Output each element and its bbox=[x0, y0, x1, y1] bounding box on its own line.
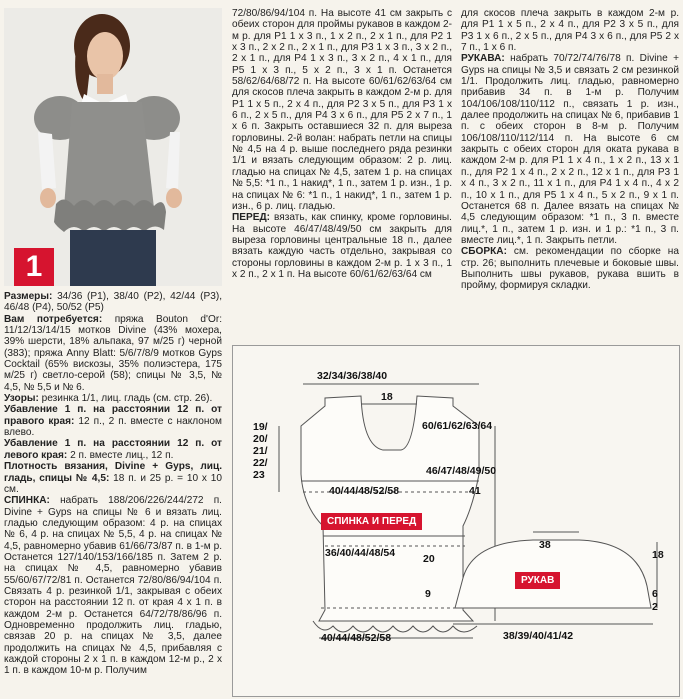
sleeve-height-label: 18 bbox=[652, 549, 664, 561]
sleeve-piece-label: РУКАВ bbox=[515, 572, 560, 589]
side-length-label: 20 bbox=[423, 553, 435, 565]
shoulder-height-label: 60/61/62/63/64 bbox=[422, 420, 493, 432]
waist-width-label: 36/40/44/48/54 bbox=[325, 547, 396, 559]
sleeve-bottom-label: 38/39/40/41/42 bbox=[503, 630, 574, 642]
sleeve-cuff-label: 6 bbox=[652, 588, 658, 600]
front-text: вязать, как спинку, кроме горловины. На высоте 46/47/48/49/50 см закрыть для выреза горловины центральные 18 п., далее вязать каждую часть отдельно, закрывая со стороны горловины в каждом 2-м р. 1 x 3 п., 1 x 2 п., 2 x 1 п. На высоте 60/61/62/63/64 см bbox=[232, 212, 452, 280]
armhole-height-label: 41 bbox=[469, 485, 481, 497]
text-column-3 bbox=[461, 8, 679, 292]
ruffle-height-label: 9 bbox=[425, 588, 431, 600]
pattern-number-badge: 1 bbox=[14, 248, 54, 286]
materials-text: пряжа Bouton d'Or: 11/12/13/14/15 мотков Divine (43% мохера, 39% шерсти, 18% альпака, 97 м/25 г) черной (383); пряжа Anny Blatt: 5/6/7/8/9 мотков Gyps Cocktail (65% вискозы, 35% полиэстера, 175 м/25 г) светло-серой (58); спицы № 3,5, № 4,5, № 5,5 и № 6. bbox=[4, 313, 222, 393]
body-piece-label: СПИНКА И ПЕРЕД bbox=[321, 513, 422, 530]
decrease-left-text: 2 п. вместе лиц., 12 п. bbox=[70, 449, 174, 461]
neck-width-label: 18 bbox=[381, 391, 393, 403]
decrease-right-label: Убавление 1 п. на расстоянии 12 п. от правого края: bbox=[4, 404, 222, 427]
gauge-text: 18 п. и 25 р. = 10 x 10 см. bbox=[4, 472, 222, 495]
neck-depth-label: 46/47/48/49/50 bbox=[426, 465, 497, 477]
back-label: СПИНКА: bbox=[4, 495, 50, 507]
front-label: ПЕРЕД: bbox=[232, 212, 271, 224]
text-column-1 bbox=[4, 291, 222, 677]
top-width-label: 32/34/36/38/40 bbox=[317, 370, 388, 382]
sleeve-rib-label: 2 bbox=[652, 601, 658, 613]
sleeve-top-label: 38 bbox=[539, 539, 551, 551]
front-continued-text: для скосов плеча закрыть в каждом 2-м р. для Р1 1 x 5 п., 2 x 4 п., для Р2 3 x 5 п., для Р3 1 x 6 п., 2 x 5 п., для Р4 3 x 6 п., для Р5 2 x 7 п., 1 x 6 п. bbox=[461, 8, 679, 54]
sleeves-text: набрать 70/72/74/76/78 п. Divine + Gyps на спицы № 3,5 и связать 2 см резинкой 1/1. Продолжить лиц. гладью, равномерно прибавив 34 п. в 1-м р. Получим 104/106/108/110/112 п., связать 1 р. изн., далее продолжить на спицах № 6, прибавив 1 п. с обеих сторон в 8-м р. Получим 106/108/110/112/114 п. На высоте 6 см закрыть с обеих сторон для оката рукава в каждом 2-м р. для Р1 1 x 4 п., 1 x 2 п., 13 x 1 п., для Р2 1 x 4 п., 2 x 2 п., 12 x 1 п., для Р3 1 x 4 п., 3 x 2 п., 11 x 1 п., для Р4 1 x 4 п., 4 x 2 п., 10 x 1 п., для Р5 1 x 4 п., 5 x 2 п., 9 x 1 п. Останется 68 п. Далее вязать на спицах № 4,5 следующим образом: *1 п., 3 п. вместе лиц.*, 1 п., затем 1 р. изн. и 1 р.: *1 п., 3 п. вместе лиц.*, 1 п. Закрыть петли. bbox=[461, 53, 679, 246]
decrease-right-text: 12 п., 2 п. вместе с наклоном влево. bbox=[4, 415, 222, 439]
assembly-text: см. рекомендации по сборке на стр. 26; выполнить плечевые и боковые швы. Выполнить швы рукавов, рукава вшить в пройму, формируя складки. bbox=[461, 246, 679, 292]
patterns-label: Узоры: bbox=[4, 393, 39, 405]
model-photo bbox=[4, 8, 222, 286]
assembly-label: СБОРКА: bbox=[461, 246, 507, 258]
back-continued-text: 72/80/86/94/104 п. На высоте 41 см закрыть с обеих сторон для проймы рукавов в каждом 2-м р. для Р1 1 x 3 п., 1 x 2 п., 2 x 1 п., для Р2 1 x 3 п., 2 x 2 п., 2 x 1 п., для Р3 1 x 3 п., 3 x 2 п., 2 x 1 п., для Р4 1 x 3 п., 3 x 2 п., 4 x 1 п., для Р5 1 x 3 п., 5 x 2 п., 3 x 1 п. Останется 58/62/64/68/72 п. На высоте 60/61/62/63/64 см для скосов плеча закрыть в каждом 2-м р. для Р1 1 x 5 п., 2 x 4 п., для Р2 3 x 5 п., для Р3 1 x 6 п., 2 x 5 п., для Р4 3 x 6 п., для Р5 2 x 7 п., 1 x 6 п. Закрыть оставшиеся 32 п. для выреза горловины. 2-й волан: набрать петли на спицы № 4,5 на 4 р. выше последнего ряда резинки 1/1 и вязать следующим образом: 2 р. лиц. гладью на спицах № 4,5, затем 1 р. на спицах № 5,5: *1 п., 1 накид*, 1 п., затем 1 р. изн., 1 р. на спицах № 6: *1 п., 1 накид*, 1 п., затем 1 р. изн., 6 р. лиц. гладью. bbox=[232, 8, 452, 212]
gauge-label: Плотность вязания, Divine + Gyps, лиц. гладь, спицы № 4,5: bbox=[4, 461, 222, 484]
sleeves-label: РУКАВА: bbox=[461, 53, 505, 65]
schematic-drawing bbox=[233, 346, 679, 696]
chest-width-label: 40/44/48/52/58 bbox=[329, 485, 400, 497]
bottom-width-label: 40/44/48/52/58 bbox=[321, 632, 392, 644]
model-illustration bbox=[4, 8, 222, 286]
materials-label: Вам потребуется: bbox=[4, 313, 103, 325]
armhole-depth-label: 19/ 20/ 21/ 22/ 23 bbox=[253, 421, 268, 481]
decrease-left-label: Убавление 1 п. на расстоянии 12 п. от левого края: bbox=[4, 438, 222, 461]
sizes-label: Размеры: bbox=[4, 291, 53, 302]
schematic-diagram bbox=[232, 345, 680, 697]
back-text: набрать 188/206/226/244/272 п. Divine + Gyps на спицы № 6 и вязать лиц. гладью следующим образом: 4 р. на спицах № 6, 4 р. на спицах № 5,5, 4 р. на спицах № 4,5, равномерно убавив 61/66/73/87 п. в 1-м р. Останется 127/140/153/166/185 п. Затем 2 р. на спицах № 4,5, равномерно убавив 55/60/67/72/81 п. Останется 72/80/86/94/104 п. Связать 4 р. резинкой 1/1, закрывая с обеих сторон на расстоянии 12 п. от края 4 x 1 п. в каждом 2-м р. Останется 64/72/78/86/96 п. Одновременно продолжить лиц. гладью, связав 20 р. на спицах № 3,5, далее продолжить на спицах № 4,5, прибавляя с каждой стороны 2 x 1 п. в каждом 12-м р., 2 x 1 п. в каждом 10-м р. Получим bbox=[4, 495, 222, 677]
patterns-text: резинка 1/1, лиц. гладь (см. стр. 26). bbox=[41, 393, 213, 405]
text-column-2 bbox=[232, 8, 452, 280]
sizes-text: 34/36 (Р1), 38/40 (Р2), 42/44 (Р3), 46/48 (Р4), 50/52 (Р5) bbox=[4, 291, 222, 314]
